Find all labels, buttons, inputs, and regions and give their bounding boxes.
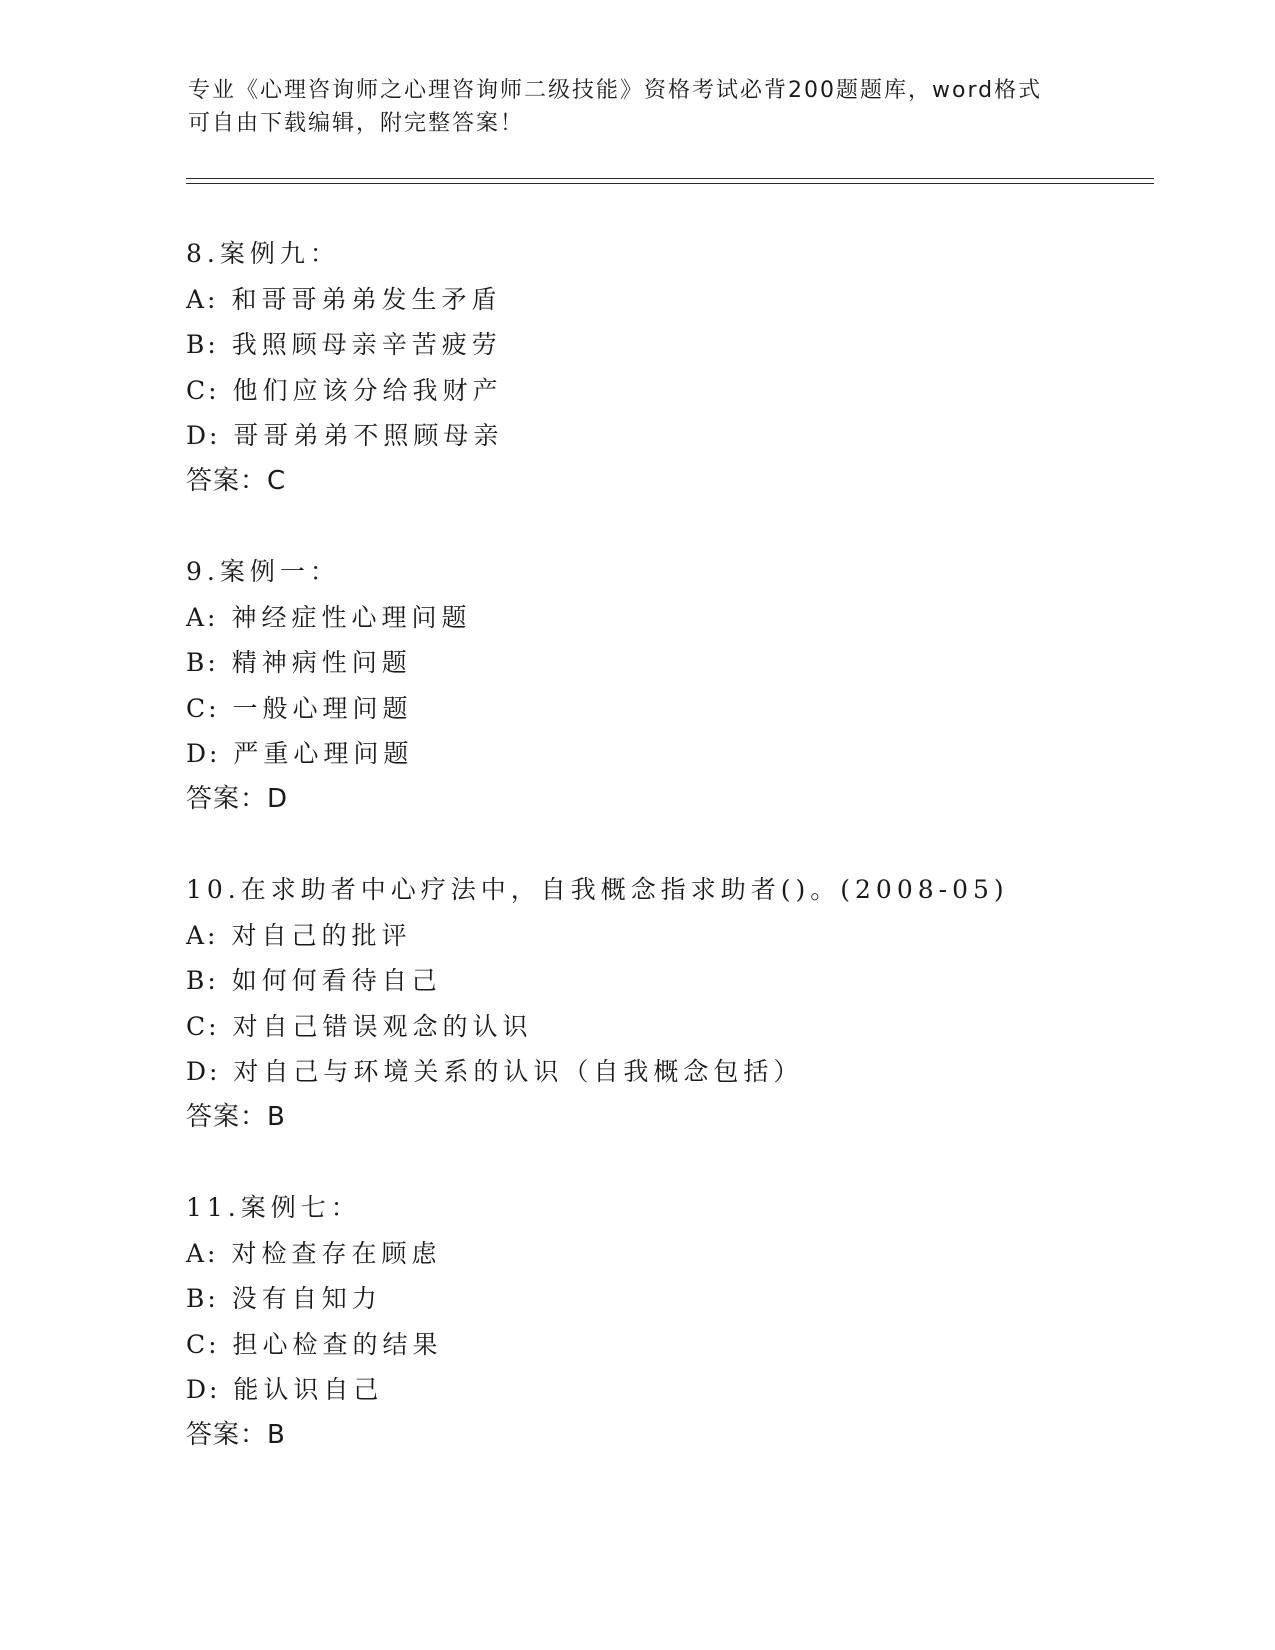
option-d bbox=[186, 731, 1166, 777]
header-line-2: 可自由下载编辑，附完整答案！ bbox=[188, 111, 525, 136]
option-text: 没有自知力 bbox=[231, 1284, 382, 1313]
answer-line bbox=[186, 1095, 1166, 1141]
option-b bbox=[186, 322, 1166, 368]
option-text: 严重心理问题 bbox=[233, 739, 414, 768]
option-a bbox=[186, 277, 1166, 323]
option-text: 哥哥弟弟不照顾母亲 bbox=[233, 421, 504, 450]
option-text: 神经症性心理问题 bbox=[231, 602, 472, 632]
option-text: 对自己错误观念的认识 bbox=[232, 1011, 533, 1041]
header-divider-top bbox=[186, 178, 1154, 179]
option-letter: C: bbox=[186, 693, 220, 723]
question-block bbox=[186, 231, 1166, 504]
option-letter: B: bbox=[186, 648, 219, 677]
answer-label: 答案： bbox=[186, 1101, 268, 1132]
answer-line bbox=[186, 1413, 1166, 1459]
option-letter: B: bbox=[186, 1284, 219, 1313]
option-text: 能认识自己 bbox=[233, 1375, 384, 1404]
option-a bbox=[186, 1231, 1166, 1277]
option-letter: C: bbox=[186, 375, 220, 405]
option-text: 和哥哥弟弟发生矛盾 bbox=[231, 284, 502, 314]
answer-value: B bbox=[267, 1419, 286, 1450]
option-d bbox=[186, 413, 1166, 459]
option-c bbox=[186, 1322, 1166, 1368]
option-c bbox=[186, 686, 1166, 732]
option-text: 担心检查的结果 bbox=[232, 1329, 443, 1359]
option-b bbox=[186, 640, 1166, 686]
question-block bbox=[186, 1185, 1166, 1458]
option-letter: A: bbox=[186, 1238, 219, 1268]
option-letter: C: bbox=[186, 1011, 220, 1041]
question-stem: 8.案例九： bbox=[186, 239, 340, 268]
answer-value: C bbox=[267, 465, 287, 496]
option-b bbox=[186, 1276, 1166, 1322]
option-a bbox=[186, 595, 1166, 641]
option-letter: A: bbox=[186, 920, 219, 950]
answer-line bbox=[186, 459, 1166, 505]
option-letter: A: bbox=[186, 284, 219, 314]
header-line-1: 专业《心理咨询师之心理咨询师二级技能》资格考试必背200题题库，word格式 bbox=[188, 78, 1043, 103]
option-text: 精神病性问题 bbox=[231, 648, 412, 677]
option-text: 对自己与环境关系的认识（自我概念包括） bbox=[233, 1057, 804, 1086]
option-d bbox=[186, 1367, 1166, 1413]
answer-value: D bbox=[267, 783, 289, 814]
option-text: 对检查存在顾虑 bbox=[231, 1238, 442, 1268]
option-letter: D: bbox=[186, 739, 221, 768]
question-stem: 10.在求助者中心疗法中，自我概念指求助者()。(2008-05) bbox=[186, 875, 1009, 904]
option-letter: B: bbox=[186, 966, 219, 995]
answer-value: B bbox=[267, 1101, 286, 1132]
option-d bbox=[186, 1049, 1166, 1095]
option-text: 他们应该分给我财产 bbox=[232, 375, 503, 405]
answer-line bbox=[186, 777, 1166, 823]
option-text: 对自己的批评 bbox=[231, 920, 412, 950]
option-letter: C: bbox=[186, 1329, 220, 1359]
option-letter: D: bbox=[186, 1375, 221, 1404]
option-c bbox=[186, 368, 1166, 414]
option-letter: D: bbox=[186, 1057, 221, 1086]
option-b bbox=[186, 958, 1166, 1004]
question-block bbox=[186, 549, 1166, 822]
option-letter: D: bbox=[186, 421, 221, 450]
header-divider-bottom bbox=[186, 183, 1154, 184]
option-text: 一般心理问题 bbox=[232, 693, 413, 723]
option-c bbox=[186, 1004, 1166, 1050]
option-text: 如何何看待自己 bbox=[231, 966, 442, 995]
question-block bbox=[186, 867, 1166, 1140]
option-text: 我照顾母亲辛苦疲劳 bbox=[231, 330, 502, 359]
answer-label: 答案： bbox=[186, 783, 268, 814]
option-a bbox=[186, 913, 1166, 959]
question-stem: 11.案例七： bbox=[186, 1193, 361, 1222]
answer-label: 答案： bbox=[186, 1419, 268, 1450]
answer-label: 答案： bbox=[186, 465, 268, 496]
document-header bbox=[188, 74, 1088, 140]
option-letter: A: bbox=[186, 602, 219, 632]
option-letter: B: bbox=[186, 330, 219, 359]
question-stem: 9.案例一： bbox=[186, 557, 340, 586]
